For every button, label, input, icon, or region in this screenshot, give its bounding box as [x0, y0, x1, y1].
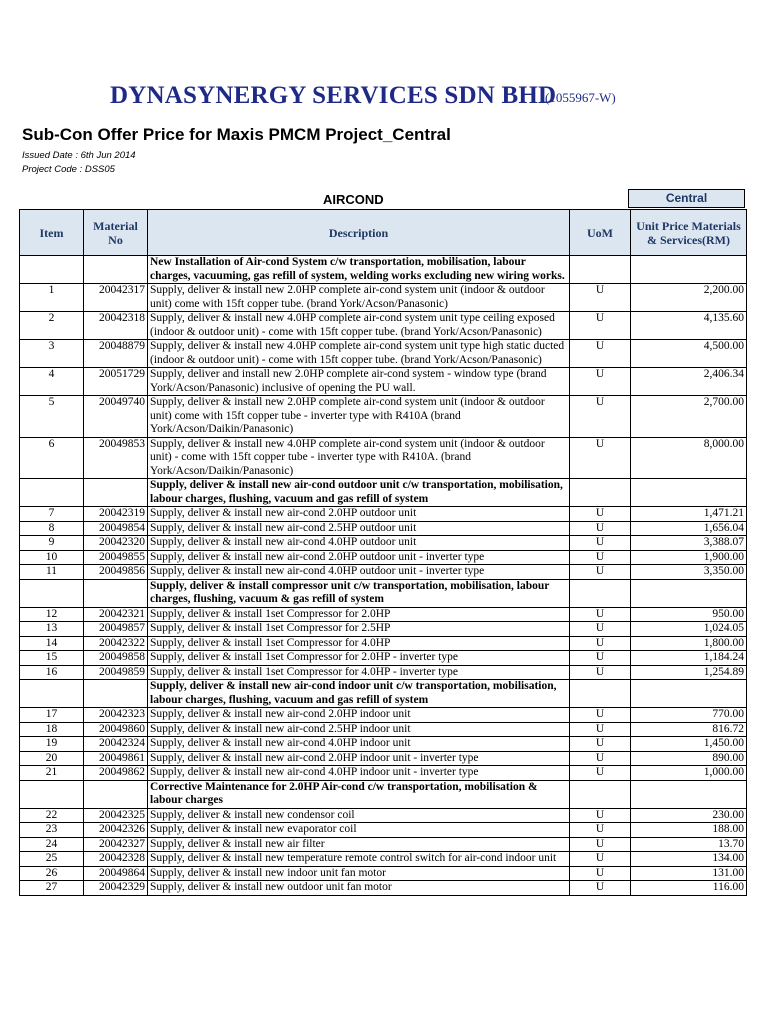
uom-value: U [570, 607, 631, 622]
item-number: 21 [20, 766, 84, 781]
item-cell [20, 479, 84, 507]
uom-value: U [570, 665, 631, 680]
uom-cell [570, 579, 631, 607]
material-number: 20049853 [84, 437, 148, 479]
unit-price: 2,700.00 [631, 396, 747, 438]
item-description: Supply, deliver & install new air-cond 4.0HP outdoor unit - inverter type [148, 565, 570, 580]
uom-value: U [570, 823, 631, 838]
material-cell [84, 479, 148, 507]
item-number: 14 [20, 636, 84, 651]
item-number: 16 [20, 665, 84, 680]
table-row [20, 665, 747, 680]
material-number: 20049856 [84, 565, 148, 580]
section-description: Supply, deliver & install new air-cond indoor unit c/w transportation, mobilisation, labour charges, flushing, vacuum and gas refill of system [148, 680, 570, 708]
item-number: 13 [20, 622, 84, 637]
table-row [20, 340, 747, 368]
item-description: Supply, deliver & install 1set Compressor for 4.0HP - inverter type [148, 665, 570, 680]
item-description: Supply, deliver & install 1set Compressor for 4.0HP [148, 636, 570, 651]
unit-price: 1,900.00 [631, 550, 747, 565]
item-number: 20 [20, 751, 84, 766]
item-description: Supply, deliver & install new 4.0HP complete air-cond system unit type ceiling exposed (indoor & outdoor unit) - come with 15ft copper tube. (brand York/Acson/Panasonic) [148, 312, 570, 340]
item-number: 24 [20, 837, 84, 852]
col-header-description: Description [148, 210, 570, 256]
section-description: Supply, deliver & install compressor unit c/w transportation, mobilisation, labour charges, flushing, vacuum & gas refill of system [148, 579, 570, 607]
item-number: 17 [20, 708, 84, 723]
unit-price: 950.00 [631, 607, 747, 622]
uom-cell [570, 479, 631, 507]
price-cell [631, 780, 747, 808]
item-number: 11 [20, 565, 84, 580]
unit-price: 890.00 [631, 751, 747, 766]
material-number: 20042323 [84, 708, 148, 723]
material-number: 20042329 [84, 881, 148, 896]
material-number: 20042319 [84, 507, 148, 522]
table-row [20, 651, 747, 666]
material-number: 20049854 [84, 521, 148, 536]
material-number: 20042327 [84, 837, 148, 852]
unit-price: 1,000.00 [631, 766, 747, 781]
item-number: 6 [20, 437, 84, 479]
uom-value: U [570, 651, 631, 666]
table-row [20, 708, 747, 723]
item-number: 10 [20, 550, 84, 565]
item-number: 25 [20, 852, 84, 867]
unit-price: 13.70 [631, 837, 747, 852]
material-number: 20049858 [84, 651, 148, 666]
table-row [20, 550, 747, 565]
material-number: 20042318 [84, 312, 148, 340]
section-row [20, 479, 747, 507]
uom-cell [570, 256, 631, 284]
table-row [20, 808, 747, 823]
item-description: Supply, deliver & install new air-cond 2.0HP outdoor unit - inverter type [148, 550, 570, 565]
uom-value: U [570, 312, 631, 340]
uom-value: U [570, 550, 631, 565]
item-number: 15 [20, 651, 84, 666]
material-number: 20049859 [84, 665, 148, 680]
item-number: 8 [20, 521, 84, 536]
col-header-item: Item [20, 210, 84, 256]
uom-value: U [570, 837, 631, 852]
uom-value: U [570, 284, 631, 312]
item-description: Supply, deliver & install new indoor unit fan motor [148, 866, 570, 881]
table-row [20, 507, 747, 522]
table-row [20, 312, 747, 340]
item-cell [20, 256, 84, 284]
col-header-unit-price: Unit Price Materials & Services(RM) [631, 210, 747, 256]
uom-value: U [570, 521, 631, 536]
item-number: 19 [20, 737, 84, 752]
unit-price: 1,656.04 [631, 521, 747, 536]
material-number: 20051729 [84, 368, 148, 396]
unit-price: 230.00 [631, 808, 747, 823]
uom-value: U [570, 808, 631, 823]
unit-price: 8,000.00 [631, 437, 747, 479]
table-row [20, 737, 747, 752]
category-heading: AIRCOND [323, 192, 384, 207]
price-cell [631, 579, 747, 607]
material-cell [84, 579, 148, 607]
item-description: Supply, deliver & install new air filter [148, 837, 570, 852]
item-cell [20, 780, 84, 808]
table-row [20, 607, 747, 622]
price-cell [631, 256, 747, 284]
item-cell [20, 579, 84, 607]
uom-value: U [570, 396, 631, 438]
unit-price: 188.00 [631, 823, 747, 838]
unit-price: 1,450.00 [631, 737, 747, 752]
section-description: Corrective Maintenance for 2.0HP Air-cond c/w transportation, mobilisation & labour charges [148, 780, 570, 808]
uom-value: U [570, 881, 631, 896]
uom-value: U [570, 368, 631, 396]
item-description: Supply, deliver & install new air-cond 2.5HP outdoor unit [148, 521, 570, 536]
material-number: 20042320 [84, 536, 148, 551]
material-number: 20042328 [84, 852, 148, 867]
unit-price: 134.00 [631, 852, 747, 867]
material-number: 20049857 [84, 622, 148, 637]
item-description: Supply, deliver & install 1set Compressor for 2.0HP - inverter type [148, 651, 570, 666]
uom-value: U [570, 751, 631, 766]
item-cell [20, 680, 84, 708]
table-row [20, 866, 747, 881]
material-cell [84, 780, 148, 808]
uom-value: U [570, 536, 631, 551]
table-row [20, 565, 747, 580]
section-row [20, 256, 747, 284]
unit-price: 131.00 [631, 866, 747, 881]
uom-value: U [570, 507, 631, 522]
item-number: 1 [20, 284, 84, 312]
item-description: Supply, deliver & install new temperature remote control switch for air-cond indoor unit [148, 852, 570, 867]
item-description: Supply, deliver & install new air-cond 4.0HP indoor unit [148, 737, 570, 752]
table-row [20, 823, 747, 838]
uom-value: U [570, 737, 631, 752]
table-row [20, 284, 747, 312]
price-cell [631, 479, 747, 507]
table-row [20, 881, 747, 896]
item-description: Supply, deliver & install new condensor coil [148, 808, 570, 823]
material-number: 20049862 [84, 766, 148, 781]
uom-value: U [570, 866, 631, 881]
item-description: Supply, deliver & install new air-cond 2.5HP indoor unit [148, 722, 570, 737]
item-description: Supply, deliver and install new 2.0HP complete air-cond system - window type (brand York/Acson/Panasonic) inclusive of opening the PU wall. [148, 368, 570, 396]
material-number: 20042322 [84, 636, 148, 651]
item-number: 2 [20, 312, 84, 340]
section-row [20, 780, 747, 808]
table-row [20, 722, 747, 737]
uom-value: U [570, 636, 631, 651]
material-number: 20048879 [84, 340, 148, 368]
item-description: Supply, deliver & install 1set Compressor for 2.0HP [148, 607, 570, 622]
uom-value: U [570, 437, 631, 479]
table-row [20, 521, 747, 536]
uom-value: U [570, 766, 631, 781]
unit-price: 2,200.00 [631, 284, 747, 312]
issued-date: Issued Date : 6th Jun 2014 [22, 150, 136, 161]
company-name: DYNASYNERGY SERVICES SDN BHD [110, 82, 557, 109]
table-row [20, 766, 747, 781]
item-number: 7 [20, 507, 84, 522]
item-description: Supply, deliver & install 1set Compressor for 2.5HP [148, 622, 570, 637]
table-row [20, 437, 747, 479]
item-number: 18 [20, 722, 84, 737]
unit-price: 816.72 [631, 722, 747, 737]
item-description: Supply, deliver & install new air-cond 4.0HP outdoor unit [148, 536, 570, 551]
material-number: 20042324 [84, 737, 148, 752]
section-row [20, 579, 747, 607]
uom-cell [570, 680, 631, 708]
unit-price: 1,254.89 [631, 665, 747, 680]
col-header-material: Material No [84, 210, 148, 256]
section-description: New Installation of Air-cond System c/w transportation, mobilisation, labour charges, vacuuming, gas refill of system, welding works excluding new wiring works. [148, 256, 570, 284]
table-row [20, 852, 747, 867]
item-number: 9 [20, 536, 84, 551]
material-number: 20049855 [84, 550, 148, 565]
section-description: Supply, deliver & install new air-cond outdoor unit c/w transportation, mobilisation, labour charges, flushing, vacuum and gas refill of system [148, 479, 570, 507]
project-code: Project Code : DSS05 [22, 164, 115, 175]
item-description: Supply, deliver & install new 4.0HP complete air-cond system unit type high static ducted (indoor & outdoor unit) - come with 15ft copper tube. (brand York/Acson/Panasonic) [148, 340, 570, 368]
unit-price: 3,350.00 [631, 565, 747, 580]
material-number: 20042321 [84, 607, 148, 622]
unit-price: 1,184.24 [631, 651, 747, 666]
section-row [20, 680, 747, 708]
document-title: Sub-Con Offer Price for Maxis PMCM Project_Central [22, 125, 451, 144]
region-header: Central [628, 189, 745, 208]
table-row [20, 751, 747, 766]
uom-value: U [570, 708, 631, 723]
uom-value: U [570, 852, 631, 867]
unit-price: 4,500.00 [631, 340, 747, 368]
item-description: Supply, deliver & install new 2.0HP complete air-cond system unit (indoor & outdoor unit) come with 15ft copper tube - inverter type with R410A (brand York/Acson/Daikin/Panasonic) [148, 396, 570, 438]
item-number: 26 [20, 866, 84, 881]
uom-value: U [570, 340, 631, 368]
item-description: Supply, deliver & install new evaporator coil [148, 823, 570, 838]
unit-price: 2,406.34 [631, 368, 747, 396]
table-row [20, 396, 747, 438]
material-number: 20042325 [84, 808, 148, 823]
item-description: Supply, deliver & install new air-cond 2.0HP indoor unit - inverter type [148, 751, 570, 766]
company-reg-no: (1055967-W) [545, 90, 616, 105]
unit-price: 3,388.07 [631, 536, 747, 551]
item-number: 23 [20, 823, 84, 838]
item-number: 12 [20, 607, 84, 622]
material-number: 20042326 [84, 823, 148, 838]
unit-price: 770.00 [631, 708, 747, 723]
material-number: 20049861 [84, 751, 148, 766]
material-cell [84, 256, 148, 284]
unit-price: 116.00 [631, 881, 747, 896]
uom-value: U [570, 722, 631, 737]
item-description: Supply, deliver & install new outdoor unit fan motor [148, 881, 570, 896]
unit-price: 1,024.05 [631, 622, 747, 637]
table-row [20, 536, 747, 551]
table-header-row [20, 210, 747, 256]
material-number: 20049740 [84, 396, 148, 438]
unit-price: 1,471.21 [631, 507, 747, 522]
material-number: 20049864 [84, 866, 148, 881]
item-number: 5 [20, 396, 84, 438]
material-number: 20042317 [84, 284, 148, 312]
item-number: 4 [20, 368, 84, 396]
item-number: 22 [20, 808, 84, 823]
item-number: 3 [20, 340, 84, 368]
material-cell [84, 680, 148, 708]
col-header-uom: UoM [570, 210, 631, 256]
table-row [20, 636, 747, 651]
table-row [20, 622, 747, 637]
price-table [19, 209, 747, 896]
uom-cell [570, 780, 631, 808]
table-body [20, 256, 747, 896]
unit-price: 4,135.60 [631, 312, 747, 340]
item-description: Supply, deliver & install new 2.0HP complete air-cond system unit (indoor & outdoor unit) come with 15ft copper tube. (brand York/Acson/Panasonic) [148, 284, 570, 312]
item-description: Supply, deliver & install new air-cond 2.0HP outdoor unit [148, 507, 570, 522]
uom-value: U [570, 622, 631, 637]
item-description: Supply, deliver & install new air-cond 4.0HP indoor unit - inverter type [148, 766, 570, 781]
table-row [20, 837, 747, 852]
table-row [20, 368, 747, 396]
price-cell [631, 680, 747, 708]
item-number: 27 [20, 881, 84, 896]
uom-value: U [570, 565, 631, 580]
item-description: Supply, deliver & install new 4.0HP complete air-cond system unit (indoor & outdoor unit) - come with 15ft copper tube - inverter type with R410A. (brand York/Acson/Daikin/Panasonic) [148, 437, 570, 479]
unit-price: 1,800.00 [631, 636, 747, 651]
material-number: 20049860 [84, 722, 148, 737]
item-description: Supply, deliver & install new air-cond 2.0HP indoor unit [148, 708, 570, 723]
